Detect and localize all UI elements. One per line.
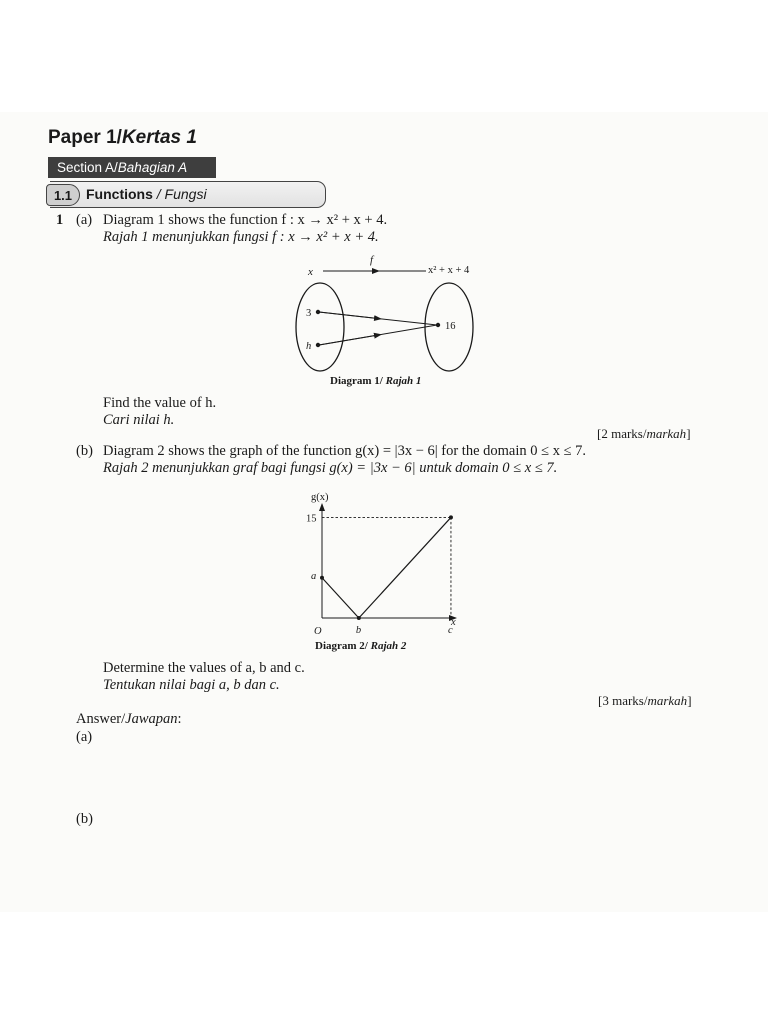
part-b-label: (b) bbox=[76, 443, 93, 459]
answer-part-b-label: (b) bbox=[76, 811, 93, 827]
diagram-1-map-arrow-3 bbox=[319, 312, 378, 319]
answer-part-a-label: (a) bbox=[76, 729, 93, 745]
paper-title: Paper 1/Kertas 1 bbox=[48, 127, 197, 148]
diagram-1-arrow-mapping bbox=[290, 250, 490, 385]
y-tick-label-15: 15 bbox=[306, 513, 317, 525]
graph-point-3 bbox=[449, 515, 453, 519]
diagram-1-value-3: 3 bbox=[306, 308, 312, 319]
topic-title: Functions / Fungsi bbox=[86, 186, 207, 202]
graph-g-line bbox=[322, 517, 451, 618]
x-tick-label-b: b bbox=[355, 625, 362, 636]
part-a-task-en: Find the value of h. bbox=[103, 395, 217, 411]
x-tick-label-c: c bbox=[447, 625, 453, 636]
diagram-1-map-arrow-h bbox=[319, 335, 378, 345]
part-a-text-en: Diagram 1 shows the function f : x → x² + x + 4. bbox=[103, 212, 388, 228]
graph-point-1 bbox=[320, 576, 324, 580]
part-a-marks: [2 marks/markah] bbox=[597, 426, 691, 441]
part-b-text-en: Diagram 2 shows the graph of the function g(x) = |3x − 6| for the domain 0 ≤ x ≤ 7. bbox=[103, 443, 587, 459]
part-a-task-ms: Cari nilai h. bbox=[103, 412, 175, 428]
part-b-task-ms: Tentukan nilai bagi a, b dan c. bbox=[103, 677, 280, 693]
diagram-1-codomain-label: x² + x + 4 bbox=[428, 265, 470, 276]
diagram-1-domain-label: x bbox=[308, 266, 313, 278]
y-axis-label: g(x) bbox=[311, 492, 329, 503]
diagram-2-caption: Diagram 2/ Rajah 2 bbox=[315, 640, 407, 652]
origin-label: O bbox=[314, 626, 322, 637]
diagram-1-function-label: f bbox=[370, 254, 374, 266]
diagram-1-value-h: h bbox=[306, 341, 312, 352]
diagram-1-domain-set bbox=[296, 283, 344, 371]
graph-point-2 bbox=[357, 616, 361, 620]
y-tick-label-a: a bbox=[311, 570, 317, 582]
answer-heading: Answer/Jawapan: bbox=[76, 711, 182, 727]
x-axis-label: x bbox=[451, 617, 456, 628]
diagram-2-graph bbox=[300, 488, 470, 643]
part-a-label: (a) bbox=[76, 212, 93, 228]
part-b-task-en: Determine the values of a, b and c. bbox=[103, 660, 305, 676]
part-b-marks: [3 marks/markah] bbox=[598, 693, 692, 708]
diagram-1-value-16: 16 bbox=[445, 321, 456, 332]
topic-number-badge: 1.1 bbox=[46, 184, 80, 206]
part-b-text-ms: Rajah 2 menunjukkan graf bagi fungsi g(x) = |3x − 6| untuk domain 0 ≤ x ≤ 7. bbox=[103, 460, 558, 476]
section-banner: Section A/Bahagian A bbox=[48, 157, 216, 178]
diagram-1-caption: Diagram 1/ Rajah 1 bbox=[330, 375, 422, 387]
part-a-text-ms: Rajah 1 menunjukkan fungsi f : x → x² + x + 4. bbox=[103, 229, 379, 245]
question-number: 1 bbox=[56, 212, 64, 228]
